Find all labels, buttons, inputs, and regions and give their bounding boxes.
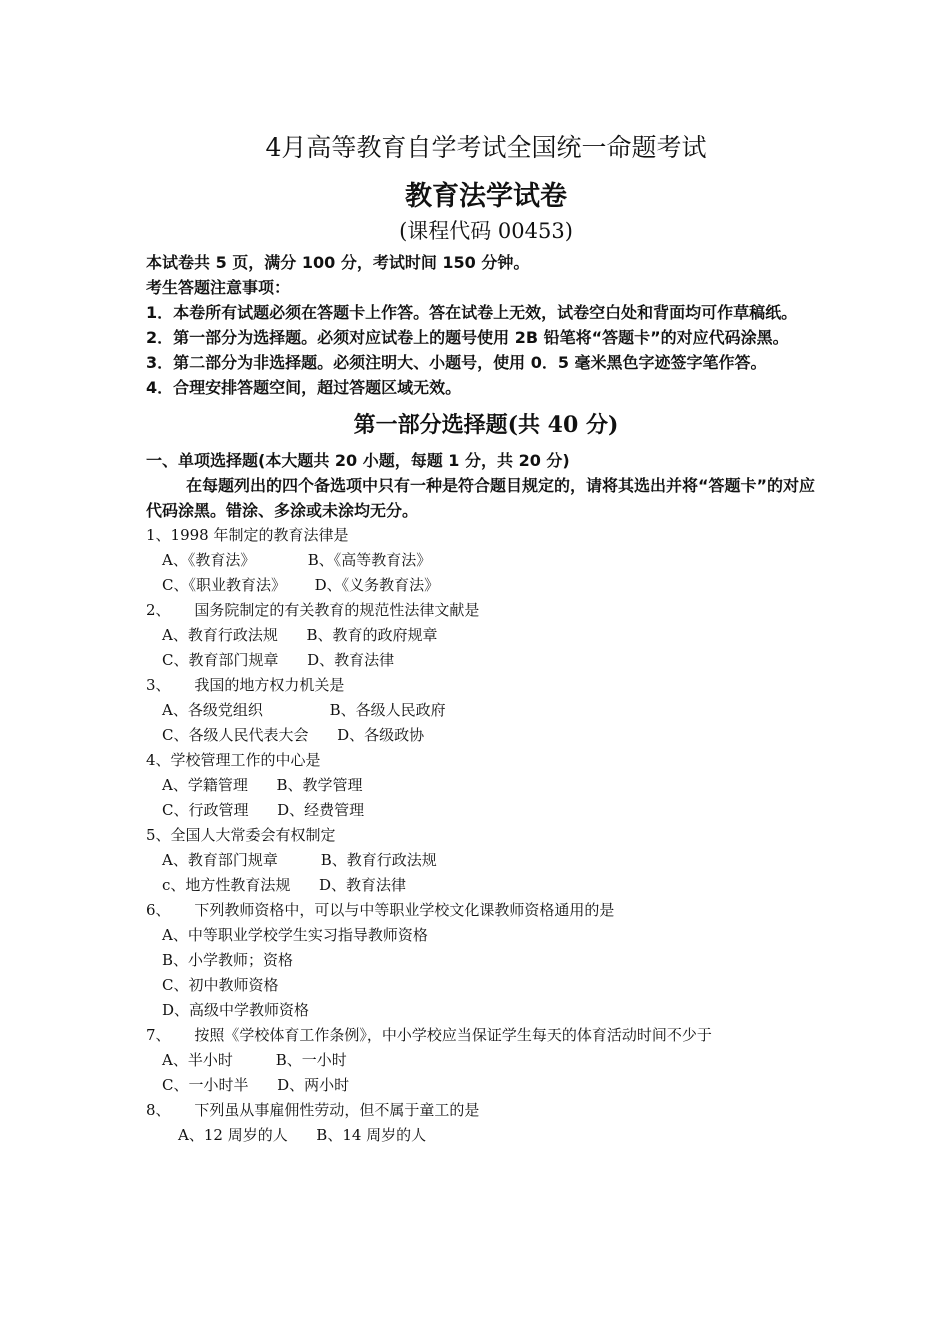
option-row: B、小学教师；资格 (162, 951, 294, 969)
option-row: A、中等职业学校学生实习指导教师资格 (162, 926, 428, 944)
option-row: A、教育部门规章 B、教育行政法规 (162, 851, 437, 869)
exam-title: 4月高等教育自学考试全国统一命题考试 (265, 133, 707, 162)
option-row: C、一小时半 D、两小时 (162, 1076, 350, 1094)
option-row: c、地方性教育法规 D、教育法律 (162, 876, 407, 894)
question-item (146, 523, 816, 598)
question-item (146, 823, 816, 898)
option-row: C、各级人民代表大会 D、各级政协 (162, 726, 425, 744)
question-stem: 5、全国人大常委会有权制定 (146, 826, 336, 844)
course-code: (课程代码 00453) (399, 219, 573, 243)
question-item (146, 673, 816, 748)
question-stem: 8、 下列虽从事雇佣性劳动，但不属于童工的是 (146, 1101, 480, 1119)
question-stem: 2、 国务院制定的有关教育的规范性法律文献是 (146, 601, 480, 619)
option-row: A、12 周岁的人 B、14 周岁的人 (178, 1126, 427, 1144)
question-item (146, 1098, 816, 1148)
exam-summary: 本试卷共 5 页，满分 100 分，考试时间 150 分钟。 (146, 253, 530, 272)
question-stem: 6、 下列教师资格中，可以与中等职业学校文化课教师资格通用的是 (146, 901, 615, 919)
question-item (146, 1023, 816, 1098)
exam-page (146, 128, 816, 1148)
section-instruction: 在每题列出的四个备选项中只有一种是符合题目规定的，请将其选出并将“答题卡”的对应代码涂黑。错涂、多涂或未涂均无分。 (146, 476, 816, 520)
question-stem: 3、 我国的地方权力机关是 (146, 676, 345, 694)
option-row: C、《职业教育法》 D、《义务教育法》 (162, 576, 440, 594)
option-row: D、高级中学教师资格 (162, 1001, 310, 1019)
question-list (146, 523, 816, 1148)
option-row: C、教育部门规章 D、教育法律 (162, 651, 395, 669)
note-item-4: 4．合理安排答题空间，超过答题区域无效。 (146, 378, 462, 397)
option-row: C、初中教师资格 (162, 976, 279, 994)
note-item-2: 2．第一部分为选择题。必须对应试卷上的题号使用 2B 铅笔将“答题卡”的对应代码涂黑。 (146, 328, 789, 347)
option-row: C、行政管理 D、经费管理 (162, 801, 365, 819)
question-stem: 4、学校管理工作的中心是 (146, 751, 321, 769)
notes-heading: 考生答题注意事项： (146, 278, 291, 297)
paper-title: 教育法学试卷 (405, 181, 567, 212)
option-row: A、《教育法》 B、《高等教育法》 (162, 551, 432, 569)
part1-heading: 第一部分选择题(共 40 分) (353, 412, 619, 438)
note-item-1: 1．本卷所有试题必须在答题卡上作答。答在试卷上无效，试卷空白处和背面均可作草稿纸。 (146, 303, 798, 322)
option-row: A、教育行政法规 B、教育的政府规章 (162, 626, 438, 644)
option-row: A、学籍管理 B、教学管理 (162, 776, 363, 794)
question-item (146, 898, 816, 1023)
section-heading: 一、单项选择题(本大题共 20 小题，每题 1 分，共 20 分) (146, 451, 570, 470)
question-item (146, 598, 816, 673)
note-item-3: 3．第二部分为非选择题。必须注明大、小题号，使用 0．5 毫米黑色字迹签字笔作答。 (146, 353, 767, 372)
option-row: A、半小时 B、一小时 (162, 1051, 347, 1069)
question-stem: 1、1998 年制定的教育法律是 (146, 526, 349, 544)
option-row: A、各级党组织 B、各级人民政府 (162, 701, 446, 719)
question-stem: 7、 按照《学校体育工作条例》，中小学校应当保证学生每天的体育活动时间不少于 (146, 1026, 712, 1044)
question-item (146, 748, 816, 823)
